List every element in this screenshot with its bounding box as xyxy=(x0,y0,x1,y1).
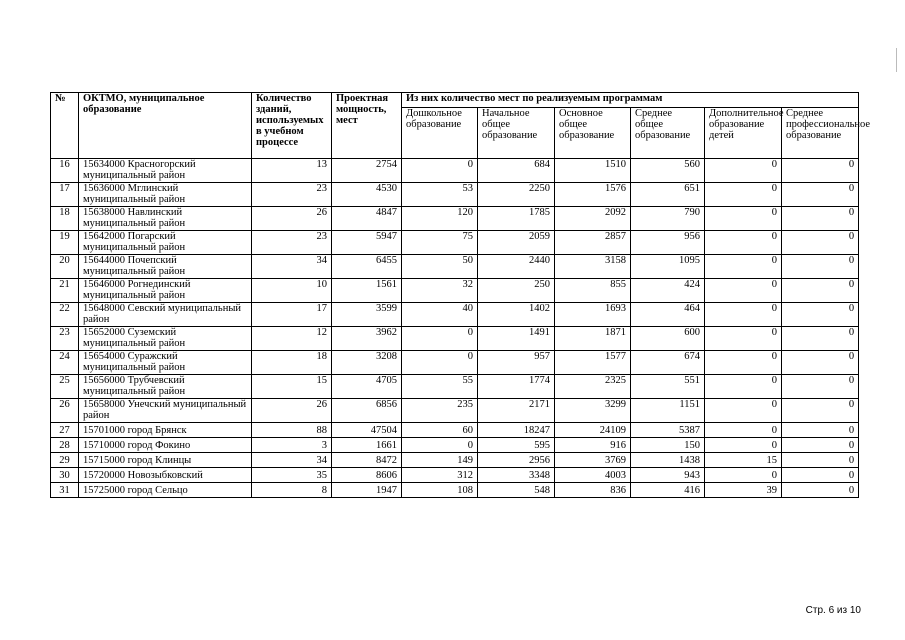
cell-basic: 916 xyxy=(555,438,631,453)
cell-capacity: 1947 xyxy=(332,483,402,498)
cell-primary: 2440 xyxy=(478,255,555,279)
cell-buildings: 35 xyxy=(252,468,332,483)
cell-name: 15654000 Суражский муниципальный район xyxy=(79,351,252,375)
cell-vocational: 0 xyxy=(782,327,859,351)
cell-basic: 3158 xyxy=(555,255,631,279)
cell-name: 15646000 Рогнединский муниципальный район xyxy=(79,279,252,303)
cell-additional: 0 xyxy=(705,255,782,279)
table-row xyxy=(51,438,859,453)
cell-primary: 684 xyxy=(478,159,555,183)
cell-capacity: 4705 xyxy=(332,375,402,399)
cell-preschool: 312 xyxy=(402,468,478,483)
cell-name: 15658000 Унечский муниципальный район xyxy=(79,399,252,423)
cell-primary: 1774 xyxy=(478,375,555,399)
cell-primary: 2171 xyxy=(478,399,555,423)
table-row xyxy=(51,327,859,351)
cell-additional: 0 xyxy=(705,279,782,303)
table-row xyxy=(51,183,859,207)
cell-buildings: 13 xyxy=(252,159,332,183)
cell-secondary: 424 xyxy=(631,279,705,303)
cell-additional: 0 xyxy=(705,468,782,483)
cell-vocational: 0 xyxy=(782,255,859,279)
cell-n: 27 xyxy=(51,423,79,438)
cell-additional: 0 xyxy=(705,159,782,183)
cell-secondary: 600 xyxy=(631,327,705,351)
cell-primary: 2059 xyxy=(478,231,555,255)
cell-secondary: 1151 xyxy=(631,399,705,423)
cell-additional: 39 xyxy=(705,483,782,498)
cell-buildings: 3 xyxy=(252,438,332,453)
cell-preschool: 75 xyxy=(402,231,478,255)
cell-basic: 1693 xyxy=(555,303,631,327)
table-row xyxy=(51,231,859,255)
cell-name: 15701000 город Брянск xyxy=(79,423,252,438)
cell-name: 15638000 Навлинский муниципальный район xyxy=(79,207,252,231)
cell-n: 31 xyxy=(51,483,79,498)
cell-basic: 2857 xyxy=(555,231,631,255)
cell-preschool: 120 xyxy=(402,207,478,231)
cell-n: 24 xyxy=(51,351,79,375)
cell-preschool: 32 xyxy=(402,279,478,303)
cell-capacity: 3599 xyxy=(332,303,402,327)
cell-n: 18 xyxy=(51,207,79,231)
table-row xyxy=(51,351,859,375)
cell-n: 30 xyxy=(51,468,79,483)
table-row xyxy=(51,453,859,468)
table-row xyxy=(51,303,859,327)
cell-secondary: 416 xyxy=(631,483,705,498)
cell-capacity: 3962 xyxy=(332,327,402,351)
cell-secondary: 560 xyxy=(631,159,705,183)
cell-name: 15720000 Новозыбковский xyxy=(79,468,252,483)
cell-buildings: 12 xyxy=(252,327,332,351)
cell-additional: 0 xyxy=(705,423,782,438)
cell-name: 15656000 Трубчевский муниципальный район xyxy=(79,375,252,399)
cell-capacity: 6856 xyxy=(332,399,402,423)
header-vocational: Среднее профессиональное образование xyxy=(782,108,859,159)
cell-n: 28 xyxy=(51,438,79,453)
cell-name: 15636000 Мглинский муниципальный район xyxy=(79,183,252,207)
cell-secondary: 943 xyxy=(631,468,705,483)
cell-buildings: 23 xyxy=(252,183,332,207)
cell-buildings: 34 xyxy=(252,453,332,468)
cell-preschool: 60 xyxy=(402,423,478,438)
cell-primary: 2250 xyxy=(478,183,555,207)
cell-basic: 1510 xyxy=(555,159,631,183)
cell-name: 15644000 Почепский муниципальный район xyxy=(79,255,252,279)
cell-basic: 1871 xyxy=(555,327,631,351)
cell-n: 16 xyxy=(51,159,79,183)
cell-capacity: 5947 xyxy=(332,231,402,255)
cell-vocational: 0 xyxy=(782,303,859,327)
header-basic: Основное общее образование xyxy=(555,108,631,159)
cell-name: 15725000 город Сельцо xyxy=(79,483,252,498)
cell-secondary: 674 xyxy=(631,351,705,375)
cell-basic: 855 xyxy=(555,279,631,303)
cell-additional: 0 xyxy=(705,351,782,375)
cell-preschool: 55 xyxy=(402,375,478,399)
cell-n: 20 xyxy=(51,255,79,279)
cell-preschool: 0 xyxy=(402,159,478,183)
cell-secondary: 790 xyxy=(631,207,705,231)
cell-vocational: 0 xyxy=(782,279,859,303)
table-row xyxy=(51,255,859,279)
cell-secondary: 551 xyxy=(631,375,705,399)
cell-preschool: 0 xyxy=(402,438,478,453)
cell-buildings: 34 xyxy=(252,255,332,279)
cell-buildings: 8 xyxy=(252,483,332,498)
cell-primary: 3348 xyxy=(478,468,555,483)
cell-basic: 836 xyxy=(555,483,631,498)
cell-name: 15710000 город Фокино xyxy=(79,438,252,453)
cell-vocational: 0 xyxy=(782,438,859,453)
header-oktmo: ОКТМО, муниципальное образование xyxy=(79,93,252,159)
cell-preschool: 40 xyxy=(402,303,478,327)
cell-basic: 3299 xyxy=(555,399,631,423)
cell-preschool: 0 xyxy=(402,351,478,375)
cell-capacity: 4847 xyxy=(332,207,402,231)
cell-preschool: 0 xyxy=(402,327,478,351)
cell-basic: 3769 xyxy=(555,453,631,468)
cell-additional: 0 xyxy=(705,399,782,423)
cell-capacity: 3208 xyxy=(332,351,402,375)
cell-primary: 250 xyxy=(478,279,555,303)
cell-name: 15648000 Севский муниципальный район xyxy=(79,303,252,327)
cell-vocational: 0 xyxy=(782,399,859,423)
cell-primary: 1491 xyxy=(478,327,555,351)
cell-secondary: 1095 xyxy=(631,255,705,279)
cell-vocational: 0 xyxy=(782,207,859,231)
header-programs-group: Из них количество мест по реализуемым программам xyxy=(402,93,859,108)
cell-preschool: 53 xyxy=(402,183,478,207)
table-row xyxy=(51,399,859,423)
table-row xyxy=(51,423,859,438)
cell-secondary: 651 xyxy=(631,183,705,207)
cell-primary: 595 xyxy=(478,438,555,453)
cell-buildings: 26 xyxy=(252,207,332,231)
cell-n: 23 xyxy=(51,327,79,351)
cell-basic: 24109 xyxy=(555,423,631,438)
cell-preschool: 149 xyxy=(402,453,478,468)
table-row xyxy=(51,483,859,498)
cell-n: 29 xyxy=(51,453,79,468)
cell-name: 15642000 Погарский муниципальный район xyxy=(79,231,252,255)
cell-name: 15715000 город Клинцы xyxy=(79,453,252,468)
cell-additional: 0 xyxy=(705,375,782,399)
cell-secondary: 150 xyxy=(631,438,705,453)
cell-secondary: 956 xyxy=(631,231,705,255)
cell-buildings: 17 xyxy=(252,303,332,327)
cell-vocational: 0 xyxy=(782,183,859,207)
cell-vocational: 0 xyxy=(782,423,859,438)
cell-additional: 0 xyxy=(705,207,782,231)
table-row xyxy=(51,207,859,231)
header-buildings: Количество зданий, используемых в учебном процессе xyxy=(252,93,332,159)
education-capacity-table xyxy=(50,92,871,498)
header-secondary: Среднее общее образование xyxy=(631,108,705,159)
cell-basic: 1576 xyxy=(555,183,631,207)
cell-primary: 1785 xyxy=(478,207,555,231)
cell-name: 15652000 Суземский муниципальный район xyxy=(79,327,252,351)
cell-capacity: 47504 xyxy=(332,423,402,438)
table-row xyxy=(51,279,859,303)
cell-capacity: 2754 xyxy=(332,159,402,183)
cell-primary: 548 xyxy=(478,483,555,498)
cell-preschool: 108 xyxy=(402,483,478,498)
cell-n: 22 xyxy=(51,303,79,327)
cell-basic: 4003 xyxy=(555,468,631,483)
cell-additional: 15 xyxy=(705,453,782,468)
table-row xyxy=(51,375,859,399)
cell-n: 21 xyxy=(51,279,79,303)
cell-buildings: 88 xyxy=(252,423,332,438)
cell-capacity: 8472 xyxy=(332,453,402,468)
cell-secondary: 464 xyxy=(631,303,705,327)
cell-capacity: 1661 xyxy=(332,438,402,453)
cell-vocational: 0 xyxy=(782,483,859,498)
cell-capacity: 4530 xyxy=(332,183,402,207)
table-row xyxy=(51,468,859,483)
cell-vocational: 0 xyxy=(782,231,859,255)
cell-preschool: 235 xyxy=(402,399,478,423)
page-number: Стр. 6 из 10 xyxy=(805,605,861,616)
header-num: № xyxy=(51,93,79,159)
cell-additional: 0 xyxy=(705,438,782,453)
cell-vocational: 0 xyxy=(782,159,859,183)
cell-secondary: 1438 xyxy=(631,453,705,468)
cell-secondary: 5387 xyxy=(631,423,705,438)
cell-primary: 1402 xyxy=(478,303,555,327)
header-additional: Дополнительное образование детей xyxy=(705,108,782,159)
cell-basic: 2325 xyxy=(555,375,631,399)
cell-vocational: 0 xyxy=(782,453,859,468)
cell-additional: 0 xyxy=(705,183,782,207)
cell-capacity: 6455 xyxy=(332,255,402,279)
cell-buildings: 26 xyxy=(252,399,332,423)
cell-capacity: 8606 xyxy=(332,468,402,483)
cell-n: 17 xyxy=(51,183,79,207)
cell-additional: 0 xyxy=(705,327,782,351)
cell-additional: 0 xyxy=(705,231,782,255)
cell-primary: 18247 xyxy=(478,423,555,438)
cell-additional: 0 xyxy=(705,303,782,327)
cell-buildings: 18 xyxy=(252,351,332,375)
cell-capacity: 1561 xyxy=(332,279,402,303)
cell-name: 15634000 Красногорский муниципальный район xyxy=(79,159,252,183)
cell-primary: 957 xyxy=(478,351,555,375)
cell-vocational: 0 xyxy=(782,351,859,375)
cell-basic: 2092 xyxy=(555,207,631,231)
cell-preschool: 50 xyxy=(402,255,478,279)
cell-buildings: 15 xyxy=(252,375,332,399)
cell-n: 19 xyxy=(51,231,79,255)
cell-n: 26 xyxy=(51,399,79,423)
table-row xyxy=(51,159,859,183)
cell-buildings: 23 xyxy=(252,231,332,255)
header-preschool: Дошкольное образование xyxy=(402,108,478,159)
page-edge-mark xyxy=(896,48,897,72)
cell-buildings: 10 xyxy=(252,279,332,303)
cell-vocational: 0 xyxy=(782,468,859,483)
cell-primary: 2956 xyxy=(478,453,555,468)
header-capacity: Проектная мощность, мест xyxy=(332,93,402,159)
header-primary: Начальное общее образование xyxy=(478,108,555,159)
cell-basic: 1577 xyxy=(555,351,631,375)
cell-vocational: 0 xyxy=(782,375,859,399)
cell-n: 25 xyxy=(51,375,79,399)
